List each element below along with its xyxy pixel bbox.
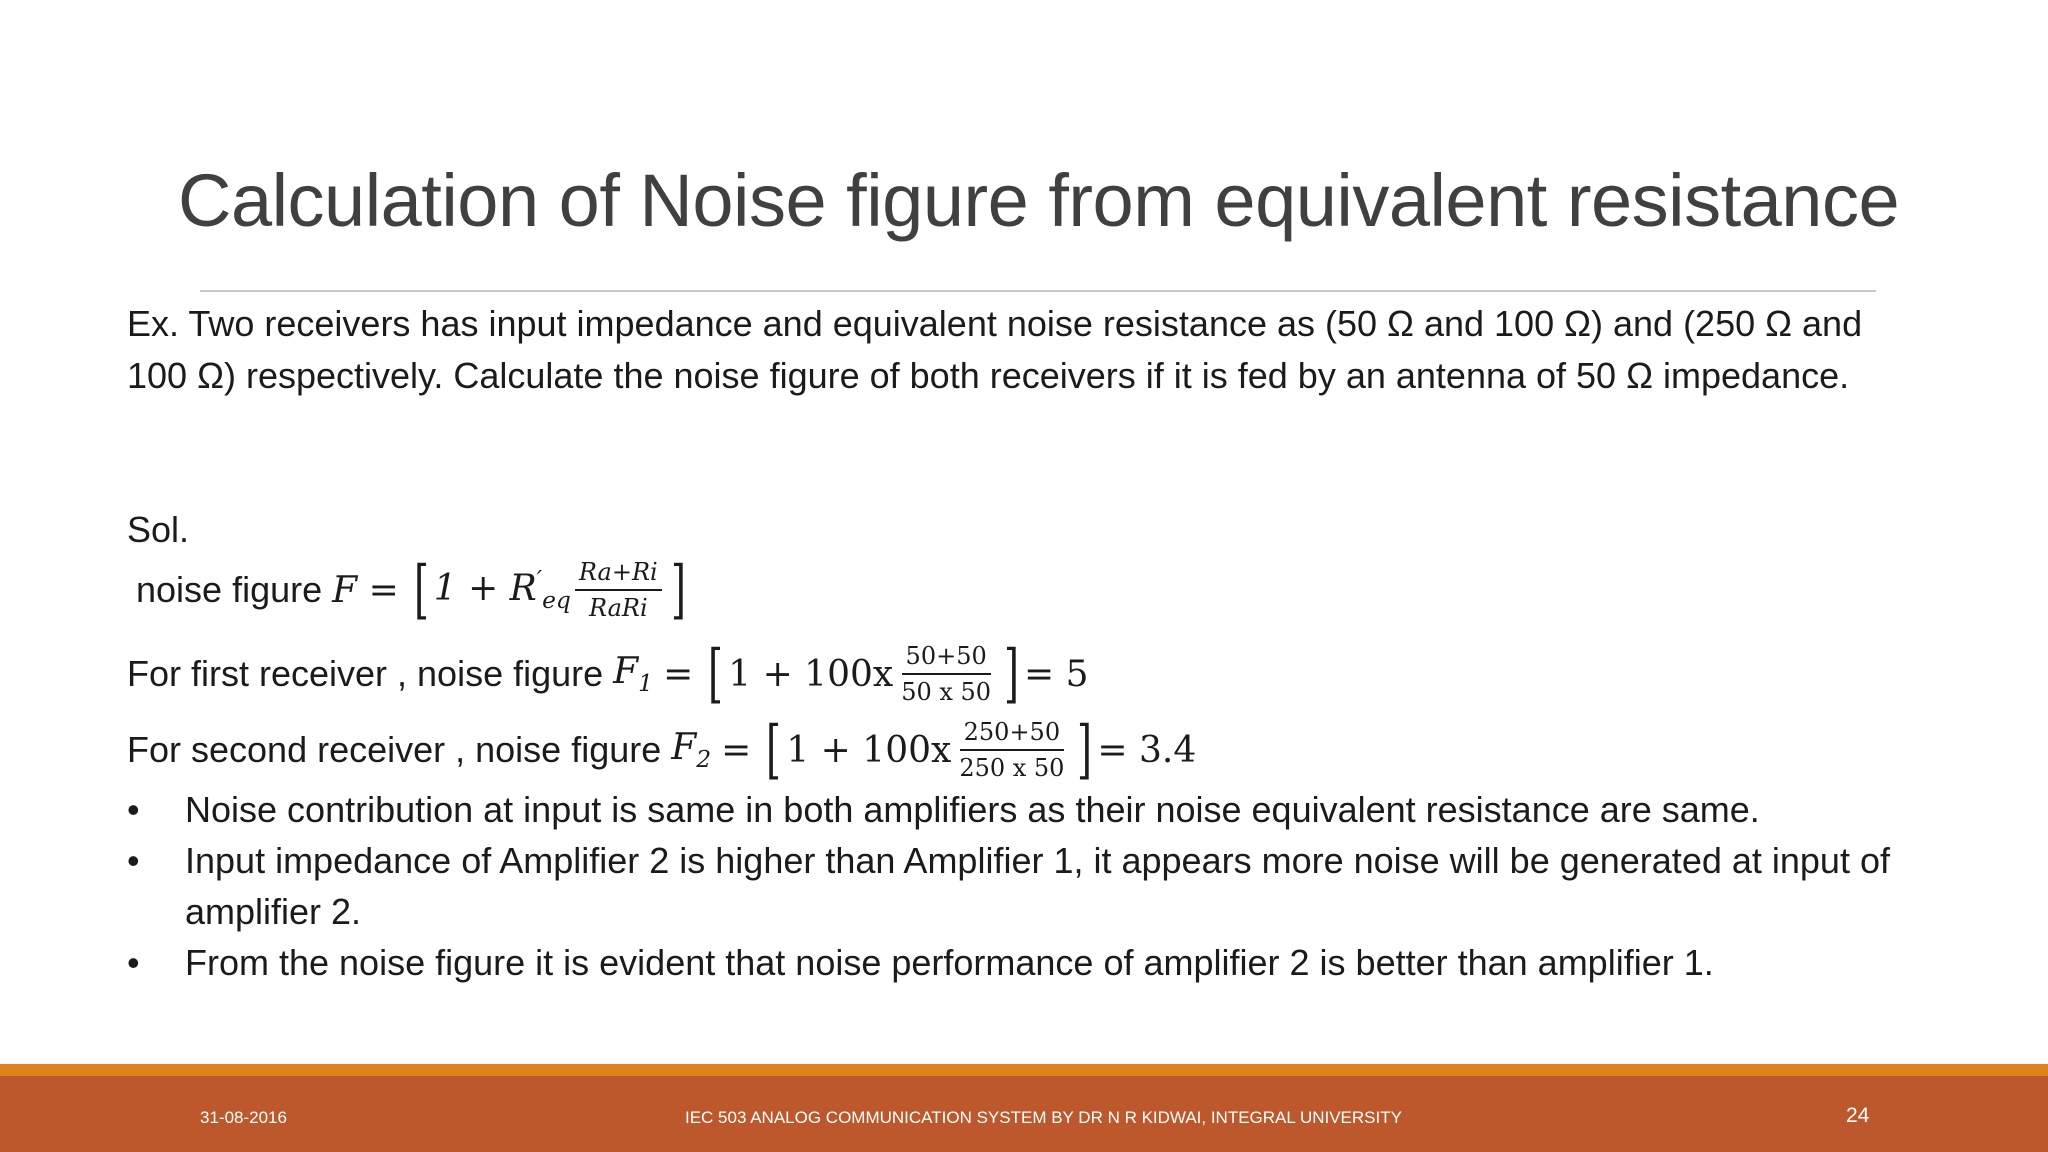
- bullet-icon: •: [127, 840, 140, 881]
- second-numerator: 250+50: [960, 718, 1064, 751]
- second-lhs-sub: 2: [696, 745, 712, 774]
- first-fraction: [897, 642, 995, 706]
- formula-one-plus: [434, 565, 571, 614]
- slide-title: Calculation of Noise figure from equivalent resistance: [178, 159, 1900, 242]
- left-bracket: [: [413, 553, 429, 627]
- conclusion-list: [127, 784, 1957, 988]
- list-item-text: Noise contribution at input is same in both amplifiers as their noise equivalent resistance are same.: [185, 789, 1760, 830]
- first-left-bracket: [: [708, 637, 724, 711]
- second-left-bracket: [: [766, 713, 782, 787]
- title-divider: [200, 290, 1876, 292]
- first-lhs-sub: 1: [638, 669, 654, 698]
- second-right-bracket: ]: [1077, 713, 1093, 787]
- slide-footer: [0, 1076, 2048, 1152]
- first-result: = 5: [1024, 653, 1089, 695]
- formula-fraction: [575, 558, 662, 622]
- solution-label: Sol.: [127, 509, 190, 550]
- first-equals: =: [663, 653, 694, 695]
- footer-accent-stripe: [0, 1064, 2048, 1076]
- first-label: For first receiver , noise figure: [127, 653, 604, 694]
- footer-date: 31-08-2016: [200, 1108, 287, 1127]
- second-denominator: 250 x 50: [959, 754, 1065, 782]
- first-right-bracket: ]: [1004, 637, 1020, 711]
- list-item: [127, 784, 1957, 835]
- right-bracket: ]: [670, 553, 686, 627]
- second-result: = 3.4: [1097, 729, 1197, 771]
- list-item-text: From the noise figure it is evident that noise performance of amplifier 2 is better than amplifier 1.: [185, 942, 1714, 983]
- second-fraction: [955, 718, 1068, 782]
- first-lhs-text: F: [613, 650, 639, 692]
- list-item-text: Input impedance of Amplifier 2 is higher than Amplifier 1, it appears more noise will be generated at input of amplifier 2.: [185, 840, 1890, 932]
- page-number: 24: [1846, 1104, 1870, 1127]
- second-lhs-text: F: [671, 726, 697, 768]
- general-formula: [136, 550, 691, 630]
- formula-label: noise figure: [136, 569, 323, 610]
- list-item: [127, 835, 1957, 937]
- formula-numerator: Ra+Ri: [575, 558, 662, 591]
- first-lhs: [613, 651, 653, 697]
- formula-eq-sub: eq: [542, 586, 571, 615]
- first-numerator: 50+50: [902, 642, 991, 675]
- formula-lhs: F =: [332, 569, 399, 611]
- footer-course-title: IEC 503 ANALOG COMMUNICATION SYSTEM BY DR N R KIDWAI, INTEGRAL UNIVERSITY: [685, 1108, 1402, 1127]
- second-receiver-equation: [127, 710, 1196, 790]
- formula-prime: ′: [536, 565, 543, 594]
- bullet-icon: •: [127, 789, 140, 830]
- first-receiver-equation: [127, 634, 1089, 714]
- second-lhs: [671, 727, 711, 773]
- list-item: [127, 937, 1957, 988]
- first-expr: 1 + 100x: [728, 653, 894, 695]
- problem-statement: Ex. Two receivers has input impedance and equivalent noise resistance as (50 Ω and 100 Ω) and (250 Ω and 100 Ω) respectively. Calculate the noise figure of both receivers if it is fed by an antenna of 50 Ω impedance.: [127, 303, 1863, 396]
- formula-denominator: RaRi: [588, 594, 648, 622]
- second-label: For second receiver , noise figure: [127, 729, 662, 770]
- second-equals: =: [721, 729, 752, 771]
- second-expr: 1 + 100x: [786, 729, 952, 771]
- bullet-icon: •: [127, 942, 140, 983]
- formula-one-plus-text: 1 + R: [433, 568, 537, 610]
- first-denominator: 50 x 50: [901, 678, 992, 706]
